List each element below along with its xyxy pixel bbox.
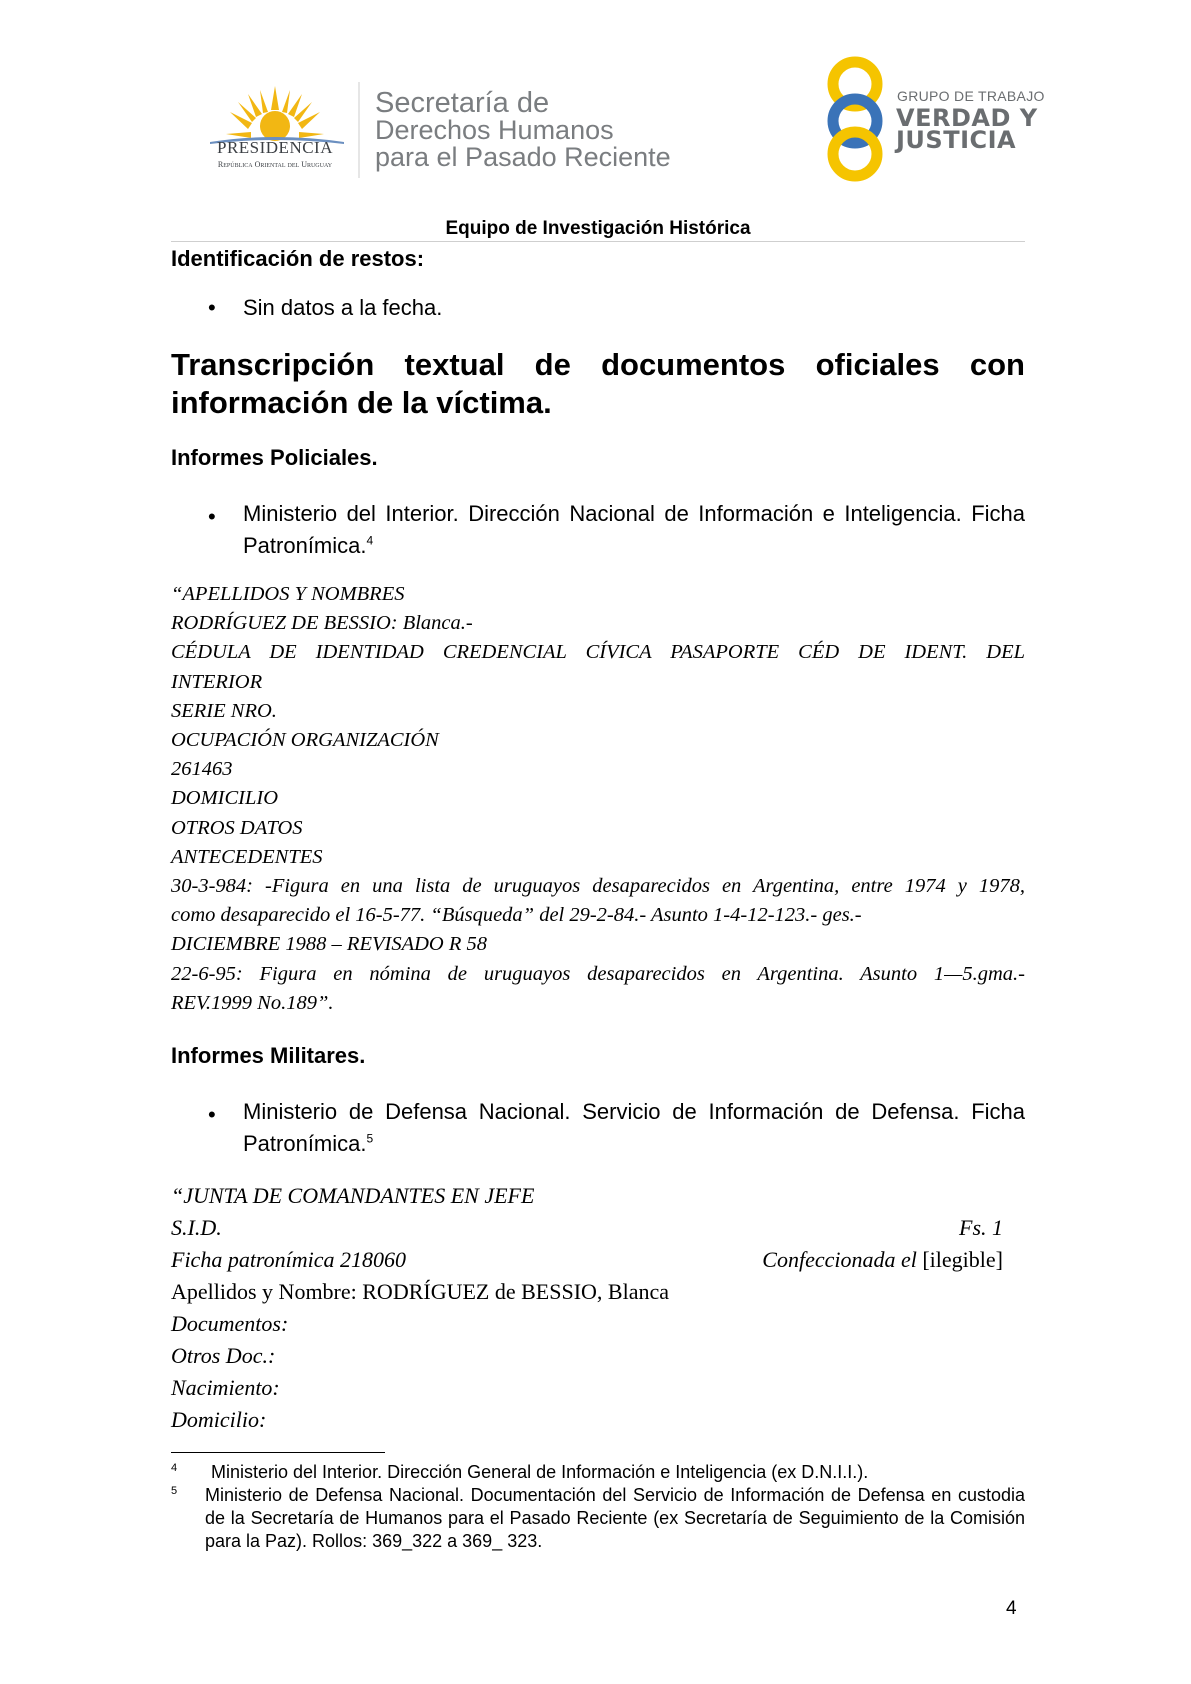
- header-rule: [171, 241, 1025, 242]
- sid-line-3: [171, 1244, 1003, 1276]
- policiales-heading: Informes Policiales.: [171, 445, 378, 470]
- quote-line: CÉDULA DE IDENTIDAD CREDENCIAL CÍVICA PASAPORTE CÉD DE IDENT. DEL: [171, 641, 1025, 664]
- sid-line-8: [171, 1404, 1003, 1436]
- identificacion-bullet: Sin datos a la fecha.: [243, 295, 443, 320]
- sid-junta: “JUNTA DE COMANDANTES EN JEFE: [171, 1183, 535, 1208]
- quote-line: como desaparecido el 16-5-77. “Búsqueda” del 29-2-84.- Asunto 1-4-12-123.- ges.-: [171, 904, 862, 927]
- secretaria-title: [375, 87, 671, 172]
- secretaria-line1: Secretaría de: [375, 87, 550, 119]
- sid-otros-doc: Otros Doc.:: [171, 1343, 276, 1368]
- quote-line: 261463: [171, 758, 233, 781]
- sid-documentos: Documentos:: [171, 1311, 289, 1336]
- sid-ficha: Ficha patronímica 218060: [171, 1247, 407, 1272]
- secretaria-line2: Derechos Humanos: [375, 115, 614, 145]
- militares-bullet-text: Ministerio de Defensa Nacional. Servicio de Información de Defensa. Ficha Patronímica.: [243, 1099, 1025, 1156]
- sid-ilegible: [ilegible]: [922, 1247, 1003, 1272]
- sid-nacimiento: Nacimiento:: [171, 1375, 280, 1400]
- presidencia-subtitle: República Oriental del Uruguay: [217, 160, 333, 169]
- sid-folio: Fs. 1: [959, 1215, 1003, 1240]
- sid-line-7: [171, 1372, 1003, 1404]
- militares-bullet: [243, 1096, 1025, 1160]
- logo-divider: [358, 82, 360, 178]
- presidencia-logo: [196, 80, 354, 180]
- policiales-bullet: [243, 498, 1025, 562]
- grupo-trabajo-label: GRUPO DE TRABAJO: [897, 88, 1045, 104]
- footnote-5-number: 5: [171, 1485, 178, 1497]
- quote-line: OCUPACIÓN ORGANIZACIÓN: [171, 729, 439, 752]
- policiales-bullet-text: Ministerio del Interior. Dirección Nacional de Información e Inteligencia. Ficha Patronímica.: [243, 501, 1025, 558]
- sid-line-2: [171, 1212, 1003, 1244]
- bullet-icon: •: [208, 1102, 216, 1127]
- bullet-icon: •: [208, 504, 216, 529]
- footnote-ref: 5: [366, 1131, 374, 1146]
- quote-line: 30-3-984: -Figura en una lista de uruguayos desaparecidos en Argentina, entre 1974 y 1978,: [171, 875, 1025, 898]
- verdad-label: VERDAD Y: [896, 104, 1038, 132]
- quote-line: DICIEMBRE 1988 – REVISADO R 58: [171, 933, 487, 956]
- sid-confeccionada: Confeccionada el: [762, 1247, 917, 1272]
- quote-line: SERIE NRO.: [171, 699, 277, 722]
- quote-line: INTERIOR: [171, 670, 263, 693]
- sid-line-1: [171, 1180, 1003, 1212]
- footnote-4-number: 4: [171, 1462, 178, 1474]
- team-header: Equipo de Investigación Histórica: [445, 218, 751, 239]
- footnote-rule: [171, 1452, 385, 1453]
- presidencia-name: PRESIDENCIA: [216, 138, 333, 157]
- rings-emblem-icon: [818, 56, 898, 182]
- quote-line: REV.1999 No.189”.: [171, 991, 334, 1014]
- justicia-label: JUSTICIA: [896, 126, 1017, 154]
- militares-heading: Informes Militares.: [171, 1043, 366, 1068]
- sid-line-6: [171, 1340, 1003, 1372]
- sid-line-5: [171, 1308, 1003, 1340]
- sid-line-4: Apellidos y Nombre: RODRÍGUEZ de BESSIO, Blanca: [171, 1279, 669, 1304]
- quote-line: 22-6-95: Figura en nómina de uruguayos desaparecidos en Argentina. Asunto 1—5.gma.-: [171, 962, 1025, 985]
- sid-label: S.I.D.: [171, 1215, 222, 1240]
- quote-line: ANTECEDENTES: [171, 845, 323, 868]
- quote-line: RODRÍGUEZ DE BESSIO: Blanca.-: [171, 612, 473, 635]
- policial-ficha-quote: [171, 580, 1025, 1018]
- quote-line: “APELLIDOS Y NOMBRES: [171, 583, 405, 605]
- footnote-5-text: Ministerio de Defensa Nacional. Documentación del Servicio de Información de Defensa en custodia de la Secretaría de Humanos para el Pasado Reciente (ex Secretaría de Seguimiento de la Comisión para la Paz). Rollos: 369_322 a 369_ 323.: [205, 1485, 1025, 1551]
- quote-line: DOMICILIO: [171, 787, 279, 810]
- bullet-icon: •: [208, 295, 216, 320]
- footnote-4-text: Ministerio del Interior. Dirección General de Información e Inteligencia (ex D.N.I.I.).: [211, 1462, 869, 1482]
- identificacion-heading: Identificación de restos:: [171, 246, 425, 271]
- page-number: 4: [1006, 1598, 1017, 1619]
- secretaria-line3: para el Pasado Reciente: [375, 142, 671, 172]
- sid-domicilio: Domicilio:: [171, 1407, 267, 1432]
- quote-line: OTROS DATOS: [171, 816, 303, 839]
- main-heading: Transcripción textual de documentos oficiales con información de la víctima.: [171, 347, 1025, 420]
- footnote-ref: 4: [366, 533, 374, 548]
